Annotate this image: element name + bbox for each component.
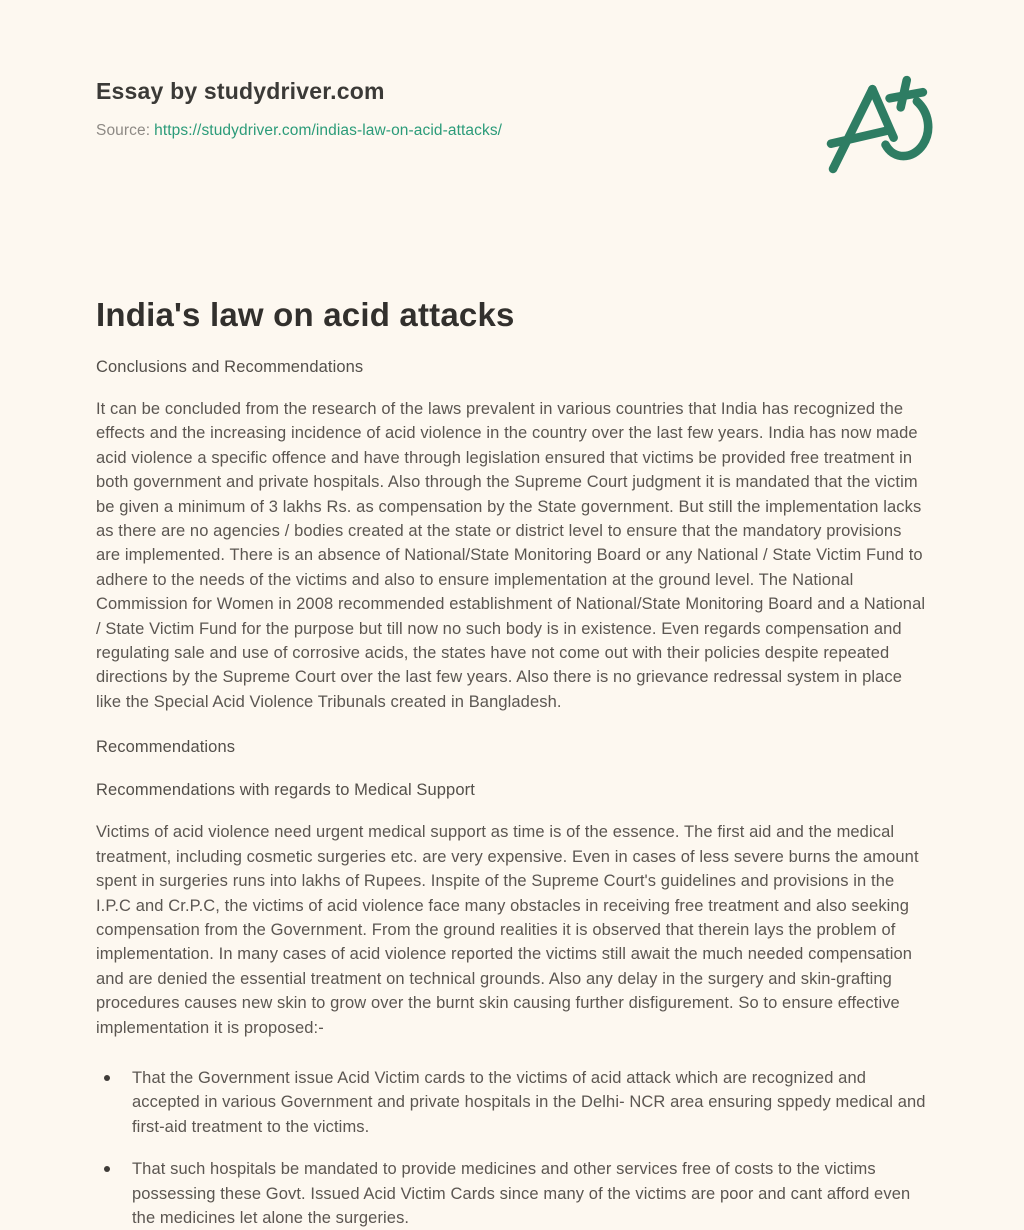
list-item: That such hospitals be mandated to provide medicines and other services free of costs to the victims possessing these Govt. Issued Acid Victim Cards since many of the victims are poor and cant afford even the medicines let alone the surgeries. bbox=[96, 1157, 928, 1230]
essay-byline: Essay by studydriver.com bbox=[96, 78, 385, 104]
section-heading-conclusions: Conclusions and Recommendations bbox=[96, 358, 364, 376]
source-line bbox=[96, 122, 502, 140]
paragraph-conclusions: It can be concluded from the research of the laws prevalent in various countries that India has recognized the effects and the increasing incidence of acid violence in the country over the last few years. India has now made acid violence a specific offence and have through legislation ensured that victims be provided free treatment in both government and private hospitals. Also through the Supreme Court judgment it is mandated that the victim be given a minimum of 3 lakhs Rs. as compensation by the State government. But still the implementation lacks as there are no agencies / bodies created at the state or district level to ensure that the mandatory provisions are implemented. There is an absence of National/State Monitoring Board or any National / State Victim Fund to adhere to the needs of the victims and also to ensure implementation at the ground level. The National Commission for Women in 2008 recommended establishment of National/State Monitoring Board and a National / State Victim Fund for the purpose but till now no such body is in existence. Even regards compensation and regulating sale and use of corrosive acids, the states have not come out with their policies despite repeated directions by the Supreme Court over the last few years. Also there is no grievance redressal system in place like the Special Acid Violence Tribunals created in Bangladesh. bbox=[96, 400, 926, 711]
section-heading-recommendations: Recommendations bbox=[96, 738, 236, 757]
section-heading-medical-support: Recommendations with regards to Medical Support bbox=[96, 781, 475, 800]
page-header bbox=[96, 76, 928, 188]
recommendations-list bbox=[96, 1066, 928, 1230]
header-text-block bbox=[96, 76, 502, 140]
source-label: Source: bbox=[96, 122, 151, 139]
list-item: That the Government issue Acid Victim cards to the victims of acid attack which are recognized and accepted in various Government and private hospitals in the Delhi- NCR area ensuring sppedy medical and first-aid treatment to the victims. bbox=[96, 1066, 928, 1139]
studydriver-a-plus-logo-icon bbox=[822, 68, 940, 174]
article-title: India's law on acid attacks bbox=[96, 296, 515, 333]
paragraph-medical-support: Victims of acid violence need urgent medical support as time is of the essence. The first aid and the medical treatment, including cosmetic surgeries etc. are very expensive. Even in cases of less severe burns the amount spent in surgeries runs into lakhs of Rupees. Inspite of the Supreme Court's guidelines and provisions in the I.P.C and Cr.P.C, the victims of acid violence face many obstacles in receiving free treatment and also seeking compensation from the Government. From the ground realities it is observed that therein lays the problem of implementation. In many cases of acid violence reported the victims still await the much needed compensation and are denied the essential treatment on technical grounds. Also any delay in the surgery and skin-grafting procedures causes new skin to grow over the burnt skin causing further disfigurement. So to ensure effective implementation it is proposed:- bbox=[96, 823, 919, 1037]
source-link[interactable]: https://studydriver.com/indias-law-on-acid-attacks/ bbox=[154, 122, 503, 139]
